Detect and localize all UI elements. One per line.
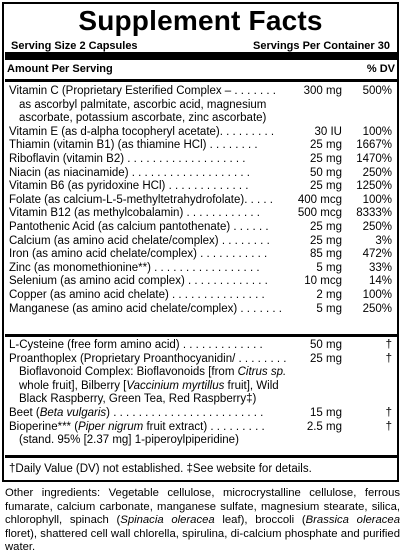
- ingredient-row: [9, 353, 392, 367]
- panel-title: Supplement Facts: [78, 5, 323, 36]
- nutrient-amount: 25 mg: [310, 352, 342, 365]
- nutrient-name: Zinc (as monomethionine**) . . . . . . . . . . . . . . . . .: [9, 261, 260, 274]
- dv-label: % DV: [366, 63, 395, 75]
- nutrient-name: Proanthoplex (Proprietary Proanthocyanidin/ . . . . . . . .: [9, 352, 287, 365]
- nutrient-name: Manganese (as amino acid chelate/complex) . . . . . . .: [9, 302, 282, 315]
- nutrient-amount: 5 mg: [316, 302, 342, 315]
- column-header: [7, 63, 398, 76]
- thick-divider: [5, 52, 397, 60]
- nutrient-dv: †: [385, 339, 392, 351]
- nutrient-name: Folate (as calcium-L-5-methyltetrahydrofolate). . . . .: [9, 193, 273, 206]
- nutrient-amount: 300 mg: [303, 85, 342, 97]
- vitamin-row-continuation: [9, 112, 392, 126]
- nutrient-amount: 400 mcg: [297, 193, 342, 206]
- nutrient-name: as ascorbyl palmitate, ascorbic acid, magnesium: [19, 98, 267, 111]
- nutrient-name: Calcium (as amino acid chelate/complex) . . . . . . . .: [9, 234, 270, 247]
- vitamin-list: [9, 85, 392, 316]
- ingredient-row: [9, 421, 392, 435]
- other-ingredient-list: [9, 339, 392, 448]
- vitamin-row: [9, 126, 392, 140]
- nutrient-dv: 3%: [375, 234, 392, 247]
- nutrient-name: Pantothenic Acid (as calcium pantothenate) . . . . . .: [9, 220, 269, 233]
- nutrient-name: Vitamin E (as d-alpha tocopheryl acetate). . . . . . . . .: [9, 125, 275, 138]
- nutrient-amount: 50 mg: [310, 166, 342, 179]
- nutrient-amount: 25 mg: [310, 180, 342, 193]
- vitamin-row: [9, 194, 392, 208]
- ingredient-row-continuation: [9, 434, 392, 448]
- servings-per-container: Servings Per Container 30: [253, 40, 390, 52]
- nutrient-dv: 1470%: [356, 152, 392, 165]
- nutrient-amount: 2 mg: [316, 288, 342, 301]
- vitamin-row: [9, 289, 392, 303]
- vitamin-row: [9, 303, 392, 317]
- nutrient-name: whole fruit], Bilberry [Vaccinium myrtillus fruit], Wild: [19, 379, 279, 392]
- nutrient-amount: 10 mcg: [304, 275, 342, 288]
- vitamin-row: [9, 139, 392, 153]
- nutrient-dv: 1250%: [356, 180, 392, 193]
- nutrient-name: Selenium (as amino acid complex) . . . . . . . . . . . . .: [9, 275, 268, 288]
- ingredient-row-continuation: [9, 393, 392, 407]
- nutrient-amount: 30 IU: [314, 125, 342, 138]
- vitamin-row: [9, 235, 392, 249]
- footnote-divider: [5, 455, 397, 458]
- nutrient-amount: 2.5 mg: [306, 420, 342, 433]
- ingredient-row: [9, 407, 392, 421]
- nutrient-amount: 25 mg: [310, 234, 342, 247]
- nutrient-amount: 500 mcg: [297, 207, 342, 220]
- vitamin-row: [9, 275, 392, 289]
- nutrient-name: (stand. 95% [2.37 mg] 1-piperoylpiperidine): [19, 434, 239, 447]
- nutrient-dv: 472%: [362, 248, 392, 261]
- section-divider: [5, 334, 397, 337]
- nutrient-dv: 100%: [362, 193, 392, 206]
- ingredient-row-continuation: [9, 380, 392, 394]
- nutrient-name: Beet (Beta vulgaris) . . . . . . . . . . . . . . . . . . . . . . . .: [9, 406, 264, 419]
- nutrient-amount: 25 mg: [310, 139, 342, 152]
- vitamin-row: [9, 153, 392, 167]
- nutrient-dv: 250%: [362, 220, 392, 233]
- vitamin-row: [9, 221, 392, 235]
- nutrient-dv: 500%: [362, 85, 392, 97]
- nutrient-amount: 5 mg: [316, 261, 342, 274]
- nutrient-dv: †: [385, 420, 392, 433]
- nutrient-name: L-Cysteine (free form amino acid) . . . . . . . . . . . . .: [9, 339, 263, 351]
- nutrient-name: Riboflavin (vitamin B2) . . . . . . . . . . . . . . . . . . .: [9, 152, 246, 165]
- nutrient-name: Thiamin (vitamin B1) (as thiamine HCl) . . . . . . . .: [9, 139, 258, 152]
- header-divider: [5, 79, 397, 82]
- nutrient-name: Vitamin B12 (as methylcobalamin) . . . . . . . . . . . .: [9, 207, 260, 220]
- vitamin-row: [9, 180, 392, 194]
- nutrient-name: ascorbate, potassium ascorbate, zinc ascorbate): [19, 112, 267, 125]
- nutrient-dv: 100%: [362, 288, 392, 301]
- vitamin-row: [9, 207, 392, 221]
- nutrient-name: Vitamin B6 (as pyridoxine HCl) . . . . . . . . . . . . .: [9, 180, 249, 193]
- nutrient-dv: 250%: [362, 302, 392, 315]
- nutrient-amount: 15 mg: [310, 406, 342, 419]
- nutrient-name: Niacin (as niacinamide) . . . . . . . . . . . . . . . . . . .: [9, 166, 250, 179]
- other-ingredients: Other ingredients: Vegetable cellulose, microcrystalline cellulose, ferrous fumarate, calcium carbonate, manganese sulfate, magnesium stearate, silica, chlorophyll, spinach (Spinacia oleracea leaf), broccoli (Brassica oleracea floret), shattered cell wall chlorella, spirulina, di-calcium phosphate and purified water.: [5, 487, 400, 554]
- nutrient-amount: 85 mg: [310, 248, 342, 261]
- vitamin-row: [9, 85, 392, 99]
- nutrient-dv: 14%: [368, 275, 392, 288]
- nutrient-dv: 250%: [362, 166, 392, 179]
- ingredient-row: [9, 339, 392, 353]
- nutrient-dv: 100%: [362, 125, 392, 138]
- vitamin-row-continuation: [9, 99, 392, 113]
- nutrient-amount: 25 mg: [310, 220, 342, 233]
- nutrient-dv: †: [385, 352, 392, 365]
- nutrient-dv: 33%: [368, 261, 392, 274]
- nutrient-name: Iron (as amino acid chelate/complex) . . . . . . . . . . .: [9, 248, 268, 261]
- vitamin-row: [9, 248, 392, 262]
- ingredient-row-continuation: [9, 366, 392, 380]
- nutrient-name: Bioperine*** (Piper nigrum fruit extract) . . . . . . . . .: [9, 420, 265, 433]
- nutrient-amount: 50 mg: [310, 339, 342, 351]
- serving-size: Serving Size 2 Capsules: [11, 40, 138, 52]
- amount-per-serving-label: Amount Per Serving: [7, 63, 113, 75]
- vitamin-row: [9, 167, 392, 181]
- nutrient-name: Black Raspberry, Green Tea, Red Raspberry‡): [19, 393, 257, 406]
- daily-value-footnote: †Daily Value (DV) not established. ‡See website for details.: [9, 463, 312, 475]
- vitamin-row: [9, 262, 392, 276]
- nutrient-name: Copper (as amino acid chelate) . . . . . . . . . . . . . . .: [9, 288, 265, 301]
- nutrient-name: Vitamin C (Proprietary Esterified Complex – . . . . . . .: [9, 85, 276, 97]
- nutrient-amount: 25 mg: [310, 152, 342, 165]
- nutrient-name: Bioflavonoid Complex: Bioflavonoids [from Citrus sp.: [19, 366, 287, 379]
- nutrient-dv: 1667%: [356, 139, 392, 152]
- nutrient-dv: †: [385, 406, 392, 419]
- nutrient-dv: 8333%: [356, 207, 392, 220]
